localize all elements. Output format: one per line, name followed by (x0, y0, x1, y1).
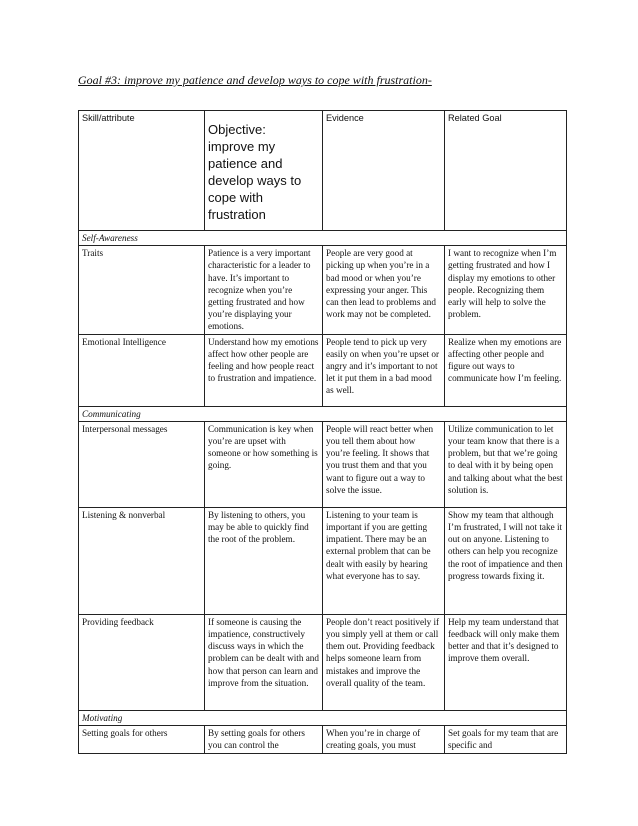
header-objective-line: patience and (208, 156, 283, 171)
skill-cell: Listening & nonverbal (79, 507, 205, 614)
section-row (79, 710, 567, 725)
skill-cell: Interpersonal messages (79, 421, 205, 507)
section-row (79, 231, 567, 246)
section-title: Self-Awareness (79, 231, 567, 246)
header-objective-line: Objective: (208, 122, 266, 137)
evidence-cell: People will react better when you tell them about how you’re feeling. It shows that you trust them and that you want to figure out a way to solve the issue. (323, 421, 445, 507)
header-objective-line: cope with (208, 190, 263, 205)
objective-cell: By listening to others, you may be able to quickly find the root of the problem. (205, 507, 323, 614)
table-row (79, 421, 567, 507)
evidence-cell: People don’t react positively if you simply yell at them or call them out. Providing feedback helps someone learn from mistakes and improve the overall quality of the team. (323, 614, 445, 710)
related-goal-cell: Help my team understand that feedback will only make them better and that it’s designed to improve them overall. (445, 614, 567, 710)
section-title: Motivating (79, 710, 567, 725)
header-objective-line: develop ways to (208, 173, 302, 188)
table-row (79, 614, 567, 710)
table-row (79, 246, 567, 334)
section-row (79, 406, 567, 421)
related-goal-cell: Set goals for my team that are specific and (445, 726, 567, 754)
related-goal-cell: Utilize communication to let your team know that there is a problem, but that we’re going to deal with it by being open and talking about what the best solution is. (445, 421, 567, 507)
objective-cell: Patience is a very important characteristic for a leader to have. It’s important to recognize when you’re getting frustrated and how you’re displaying your emotions. (205, 246, 323, 334)
table-row (79, 507, 567, 614)
table-row (79, 726, 567, 754)
header-evidence: Evidence (323, 111, 445, 231)
header-row (79, 111, 567, 231)
objective-cell: Communication is key when you’re are upset with someone or how something is going. (205, 421, 323, 507)
objective-cell: By setting goals for others you can control the (205, 726, 323, 754)
objective-cell: Understand how my emotions affect how other people are feeling and how people react to frustration and impatience. (205, 334, 323, 406)
evidence-cell: People are very good at picking up when you’re in a bad mood or when you’re expressing your anger. This can then lead to problems and work may not be completed. (323, 246, 445, 334)
header-objective-line: frustration (208, 207, 266, 222)
skill-cell: Traits (79, 246, 205, 334)
header-related-goal: Related Goal (445, 111, 567, 231)
related-goal-cell: I want to recognize when I’m getting frustrated and how I display my emotions to other people. Recognizing them early will help to solve the problem. (445, 246, 567, 334)
skill-cell: Setting goals for others (79, 726, 205, 754)
related-goal-cell: Show my team that although I’m frustrated, I will not take it out on anyone. Listening to others can help you recognize the root of impatience and then progress towards fixing it. (445, 507, 567, 614)
section-title: Communicating (79, 406, 567, 421)
table-row (79, 334, 567, 406)
evidence-cell: When you’re in charge of creating goals, you must (323, 726, 445, 754)
skill-cell: Emotional Intelligence (79, 334, 205, 406)
skill-cell: Providing feedback (79, 614, 205, 710)
header-objective (205, 111, 323, 231)
header-objective-line: improve my (208, 139, 276, 154)
objective-cell: If someone is causing the impatience, constructively discuss ways in which the problem can be dealt with and how that person can learn and improve from the situation. (205, 614, 323, 710)
evidence-cell: People tend to pick up very easily on when you’re upset or angry and it’s important to not let it put them in a bad mood as well. (323, 334, 445, 406)
related-goal-cell: Realize when my emotions are affecting other people and figure out ways to communicate how I’m feeling. (445, 334, 567, 406)
goal-heading: Goal #3: improve my patience and develop ways to cope with frustration- (78, 73, 432, 87)
evidence-cell: Listening to your team is important if you are getting impatient. There may be an external problem that can be dealt with easily by hearing what everyone has to say. (323, 507, 445, 614)
skills-table (78, 110, 567, 754)
header-skill: Skill/attribute (79, 111, 205, 231)
